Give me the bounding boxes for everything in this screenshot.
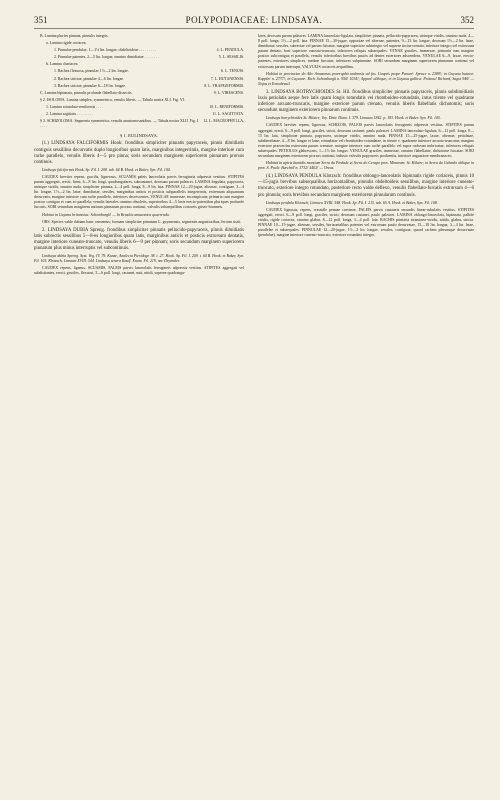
key-text: 3. Rachea strictae, pinnulae 6—18 lin. longae. [54,83,126,88]
key-line [34,105,244,110]
page-number-right: 352 [460,15,474,25]
left-column [34,34,244,278]
key-text: a. Lamina rigide coriacea. [46,41,87,46]
key-line [34,48,244,53]
page-number-left: 351 [34,15,48,25]
species-diagnosis: frondibus simpliciter pinnatis pellucido-papyraceis, pinnis dimidiatis latis subrectis sessilibus 5—8-es longioribus quam latis, marginibus anticis et posticis extrorsum dentatis, margine interiore cuneato-truncato, venulis liberis 6—9 per pinnam; soris secundum marginem superiorem pinnarum plus minus interruptis vel subcontinuis. [34,227,244,251]
species-description: CAUDEX lignosus, repens, crassiále penuae curvinae, PALEIS parvis castaneis secundis linear-subulatis vestitus. STIPITES aggregati, erecti, 6—9 poll. longi, graciles, stricti, deorsum castanei, paulo paleacei. LAMINA oblongo-lanceolata, bipinnata, pallide viridis, rigide coriacea, omnino glabra, 8—12 poll. longa, 3—4 poll. lata. RACHIS primaria straminea-viridis, nitida, glabra, stricta. PINNAE 10—15-jugae, alternae, sessiles, horizontalibus patentes vel extrorsum paulo decurvatae, 15—18 lin. longae, 3—4 lin. latae, parallelae et subaequales. PINNULAE 12—20-jugae, 1½—2 lin. longae, sessiles, contiguae, quoad rachem plerumque decurvatae (pendulae), margine interiore cuneato-truncato, exteriore rotundato integro, [258,207,474,238]
species-description: CAUDEX repens, ligneus, SCUAMIS, PALEIS parvis lanceolatis ferrugineis adpressis vestitus. STIPITES aggregati vel subdistiantes, erecti, graciles, flexuosi, 3—6 poll. longi, castanei, nuti, nitidi, superne quadrangu- [34,266,244,276]
key-text: § 2. ISOLOMA. Lamina simplex, symmetrica, venulis liberis. — Tabula nostra XLI. Fig. VI. [40,97,185,102]
key-reference: 10. L. RENIFORMIS. [209,104,244,109]
species-entry-falciformis [34,141,244,165]
species-diagnosis: frondibus oblongo-lanceolatis bipinnatis rigide coriaceis, pinnis 10—15-jugis brevibus subsequalibus horizontalibus, pinnulis obdeltoideis sessilibus, margine interiore cuneato-truncato, exteriore integro rotundato, posteriore recto valde deflexo, venulis flabellato-furcatis extrorsum 4—6 pro pinnula; soris brevibus secundum marginem exteriorem pinnularum continuis. [258,174,474,198]
species-description-continued: lares, deorsum parum paleacei. LAMINA lanceolato-ligulata, simpliciter pinnata, pellucido-papyracea, utrinque viridis, omnino nuda, 4—8 poll. longa, 1½—2 poll. lata. PINNAE 15—30-jugae, oppositae vel alternae, patentes, 9—15 lin. longae, deorsum 1½—2 lin. latae, dimidiatae, sessiles, subrectae vel parum falcatae, margine superiore subintegro vel superne incise-crenato, inferiore integro vel extrorsum parum dentato, basi superiore cuneato-truncata, inferiores reliquis subaequales. VENAE graciles, immersae, primaria cum margine postico subcontigua et parallela, venulis inferioribus brevibus paucis ad dentes exteriores adscendens. VENULAE 6—9, laxae, erecto-patentes, exteriores simplices, medine furcatae, inferiores subpinnatae. SORI secundum marginem superiorem pinnarum continui vel extrorsum parum interrupti, VALVULIS coriaceis aequalibus. [258,34,474,69]
key-reference: 6. L. TENUIS. [221,69,244,74]
key-reference: 7. L. HUTANENSIS. [210,76,244,81]
key-text: C. Lamina bipinnata, pinnulis profunde flabellato-dissectis. [40,90,133,95]
species-habitat: Habitat in Guyana britannica: Schomburgk! — In Brasilia amazonica quaerenda. [42,212,170,217]
species-heading: (1.) LINDSAYA FALCIFORMIS Hook: [42,141,123,147]
key-line [34,84,244,89]
key-line [34,98,244,103]
species-entry-pendula [258,174,474,198]
running-title: POLYPODIACEAE: LINDSAYA. [185,15,323,25]
species-synonymy: Lindsaya botrychioides St. Hilaire, Voy. Distr. Diam. I. 379. Linnaea 1842. p. 183. Hook. et Baker. Syn. Fil. 105. [266,116,441,121]
species-observation: OBS. Species valde dubiam hanc censemus; formam simpliciter pinnatam L. guyanensis, segmentis angustioribus, ferrum sistit. [42,219,242,224]
key-line [34,55,244,60]
key-reference: 5. L. SESSILIS. [218,55,244,60]
key-text: 2. Lamina sagittata . . . . . . . . . [46,112,94,117]
key-line [34,77,244,82]
species-habitat: Habitat in provinciae do Alto Amazonas praerupbit umbrosis ad fos. Uaupés prope Panuré: Spruce n. 2389!; in Guyana batava: Kappler n. 2737!; in Cayenne: Rich. Schomburgk n. 956! 1034!; Appun! alibique; et in Guyana gallica: Poiteau! Richard, Sagot 940! — Nojas et Extrabrasil. [258,71,474,86]
species-diagnosis: frondibus simpliciter pinnatis papyraceis, pinnis subdimidiatis laxis petiolatis aeque fere latis quam longis rotundatis vel rhomboideo-rotundatis, intus triente vel quadrante inferiore arcuato-truncatis, margine exteriore parum crenato, venulis liberis flabellatis dichotomis; soris secundum marginem exteriorem pinnarum continuis. [258,89,474,114]
species-heading: 2. LINDSAYA DUBIA Spreng. [42,227,105,233]
key-reference: 12. L. MACROPHYLLA. [203,119,244,124]
key-text: b. Lamina chartacea. [46,62,79,67]
key-line [34,119,244,129]
species-heading: 3. LINDSAYA BOTRYCHIOIDES St. Hil. [266,89,351,95]
key-reference: 4. L. PENDULA. [216,48,244,53]
key-line [34,34,244,39]
running-header [34,15,474,27]
species-diagnosis: frondibus simpliciter pinnatis papyraceis, pinnis dimidiatis contiguis sessilibus decurvatis duplo longioribus quam latis, marginibus integerrimis, margine interiore cum rache parallelo, venulis liberis 4—5 pro pinna; soris secundum marginem superiorem pinnarum prorsus continuis. [34,141,245,165]
key-text: § 3. SCHIZOLOMA. Segmenta symmetrica, venulis anastomosantibus. — Tabula nostra XLII. Fig. I. . . . . [40,119,200,129]
header-rule [34,28,474,29]
species-entry-dubia [34,228,244,252]
key-reference: 11. L. SAGITTATA. [212,112,244,117]
key-text: 1. Pinnulae pendulae, 1—1½ lin. longae, obdeltoideae . . . . . . . . . [54,48,156,53]
species-synonymy: Lindsaya pendula Klotzsch, Linnaea XVIII. 548. Hook. Sp. Fil. I. 215. tab. 65 A. Hook. et Baker, Syn. Fil. 108. [266,200,438,205]
key-text: B. Lamina pluries pinnata, pinnulis integris. [40,34,109,38]
key-text: 1. Rachea flexuosa, pinnulae 1½—2 lin. longae. [54,69,129,74]
species-key [34,34,244,129]
key-line [34,69,244,74]
species-habitat: Habitat in apicis humidis montium Serra da Piedade et Serra do Cerapo prov. Minarum: St. Hilaire; in Serra da Cubatão oblique in prov. S. Pauli: Burchell n. 3732! 4402! — Oreas. [258,161,474,171]
species-synonymy: Lindsaya dubia Spreng. Syst. Veg. IV. 79. Kunze, Analecta Pteridogr. 38. t. 27. Hook. Sp. Fil. I. 209. t. 64 B. Hook. et Baker, Syn. Fil. 105. Klotzsch, Linnaea XVIII. 544. Lindsaya tenera Kaulf. Enum. Fil. 219, nec Dryander. [34,254,244,264]
species-heading: (4.) LINDSAYA PENDULA Klotzsch: [266,174,342,180]
species-description: CAUDEX breviter repens, ligneous, SCHIZOIS, PALEIS parvis lanceolatis ferrugineis adpressis vestitus. STIPITES parum aggregati, erecti, 6—9 poll. longi, graciles, stricti, deorsum castanei, paulo paleacei. LAMINA lanceolato-ligulata, 6—12 poll. longa, 8—15 lin. lata, simpliciter pinnata, papyracea, utrinque viridis, omnino nuda. PINNAE 15—25-jugae, laxae, alternae, petiolatae, subdimidiatae, 4—8 lin. longae et latae, rotundatae vel rhomboideo-rotundatae, in triente v. quadrante inferiore arcuato-truncatae, margine exteriore praecertim extrorsum parum crenatae, margine interiore cum rache parallelo vel supra racheam imbricatae, inferiores reliquis subaequales. PETIOLUS glabrescens, 1—1½ lin. longus. VENULAE graciles, immersae, omnino flabellatae, dichotome furcatae. SORI secundum marginem exteriorem prorsus continui, indusio valvulis papyraceis produentis, interiore anguatiore membranaceo. [258,123,474,158]
key-line [34,91,244,96]
right-column [258,34,474,240]
key-reference: 9. L. VIRESCENS. [213,90,244,95]
section-heading: § 1. EULINDSAYA. [120,133,158,139]
key-text: 2. Pinnulae patentes, 2—5 lin. longae, omnino dimidiatae . . . . . . . . [54,55,160,60]
key-text: 1. Lamina rotundato-reniformis . . . . [46,104,103,109]
key-line [34,41,244,46]
species-entry-botrychioides [258,90,474,114]
species-synonymy: Lindsaya falciformis Hook. Sp. Fil. I. 208. tab. 64 B. Hook. et Baker, Syn. Fil. 104. [42,167,171,172]
species-description: CAUDEX breviter repens, gracilis, ligneosus, SCUAMIS paleis lanceolatis parvis ferrugineis adpressis vestitus. STIPITES parum aggregati, erecti, firmi, 6—8 lin. longi, quadrangulares, subcastanei, deorsum parum paleacei. LAMINA lingulata, papyracea, utrinque viridis, omnino nuda, simpliciter pinnata, 2—4 poll. longa, 8—9 lin. lata. PINNAE 12—20-jugae, alternae, contiguae, 3—4 lin. longae, 1½—2 lin. latae, dimidiatae, sessiles, marginibus anticis et posticis subparallelis integerrimis, extremum aliquantum decurvatis, margine interiore cum rache parallelo, inferiores decrescentes. VENULAE immersae, inconspicuae, primaria cum margine postico contigua et cum eo parallela; venulis laterales omnino obsoletis, superioribus 4—5 laxis erecto-patentibus pluriques profunde furcatis. SORI secundum marginem anticum pinnarum prorsus continui, valvulis subaequilibus coriaceis griseo-brunneis. [34,174,244,210]
key-reference: 8. L. TRAPEZIFORMIS. [204,83,244,88]
key-line [34,62,244,67]
key-text: 2. Rachea strictae, pinnulae 4—6 lin. longae. [54,76,125,81]
key-line [34,112,244,117]
